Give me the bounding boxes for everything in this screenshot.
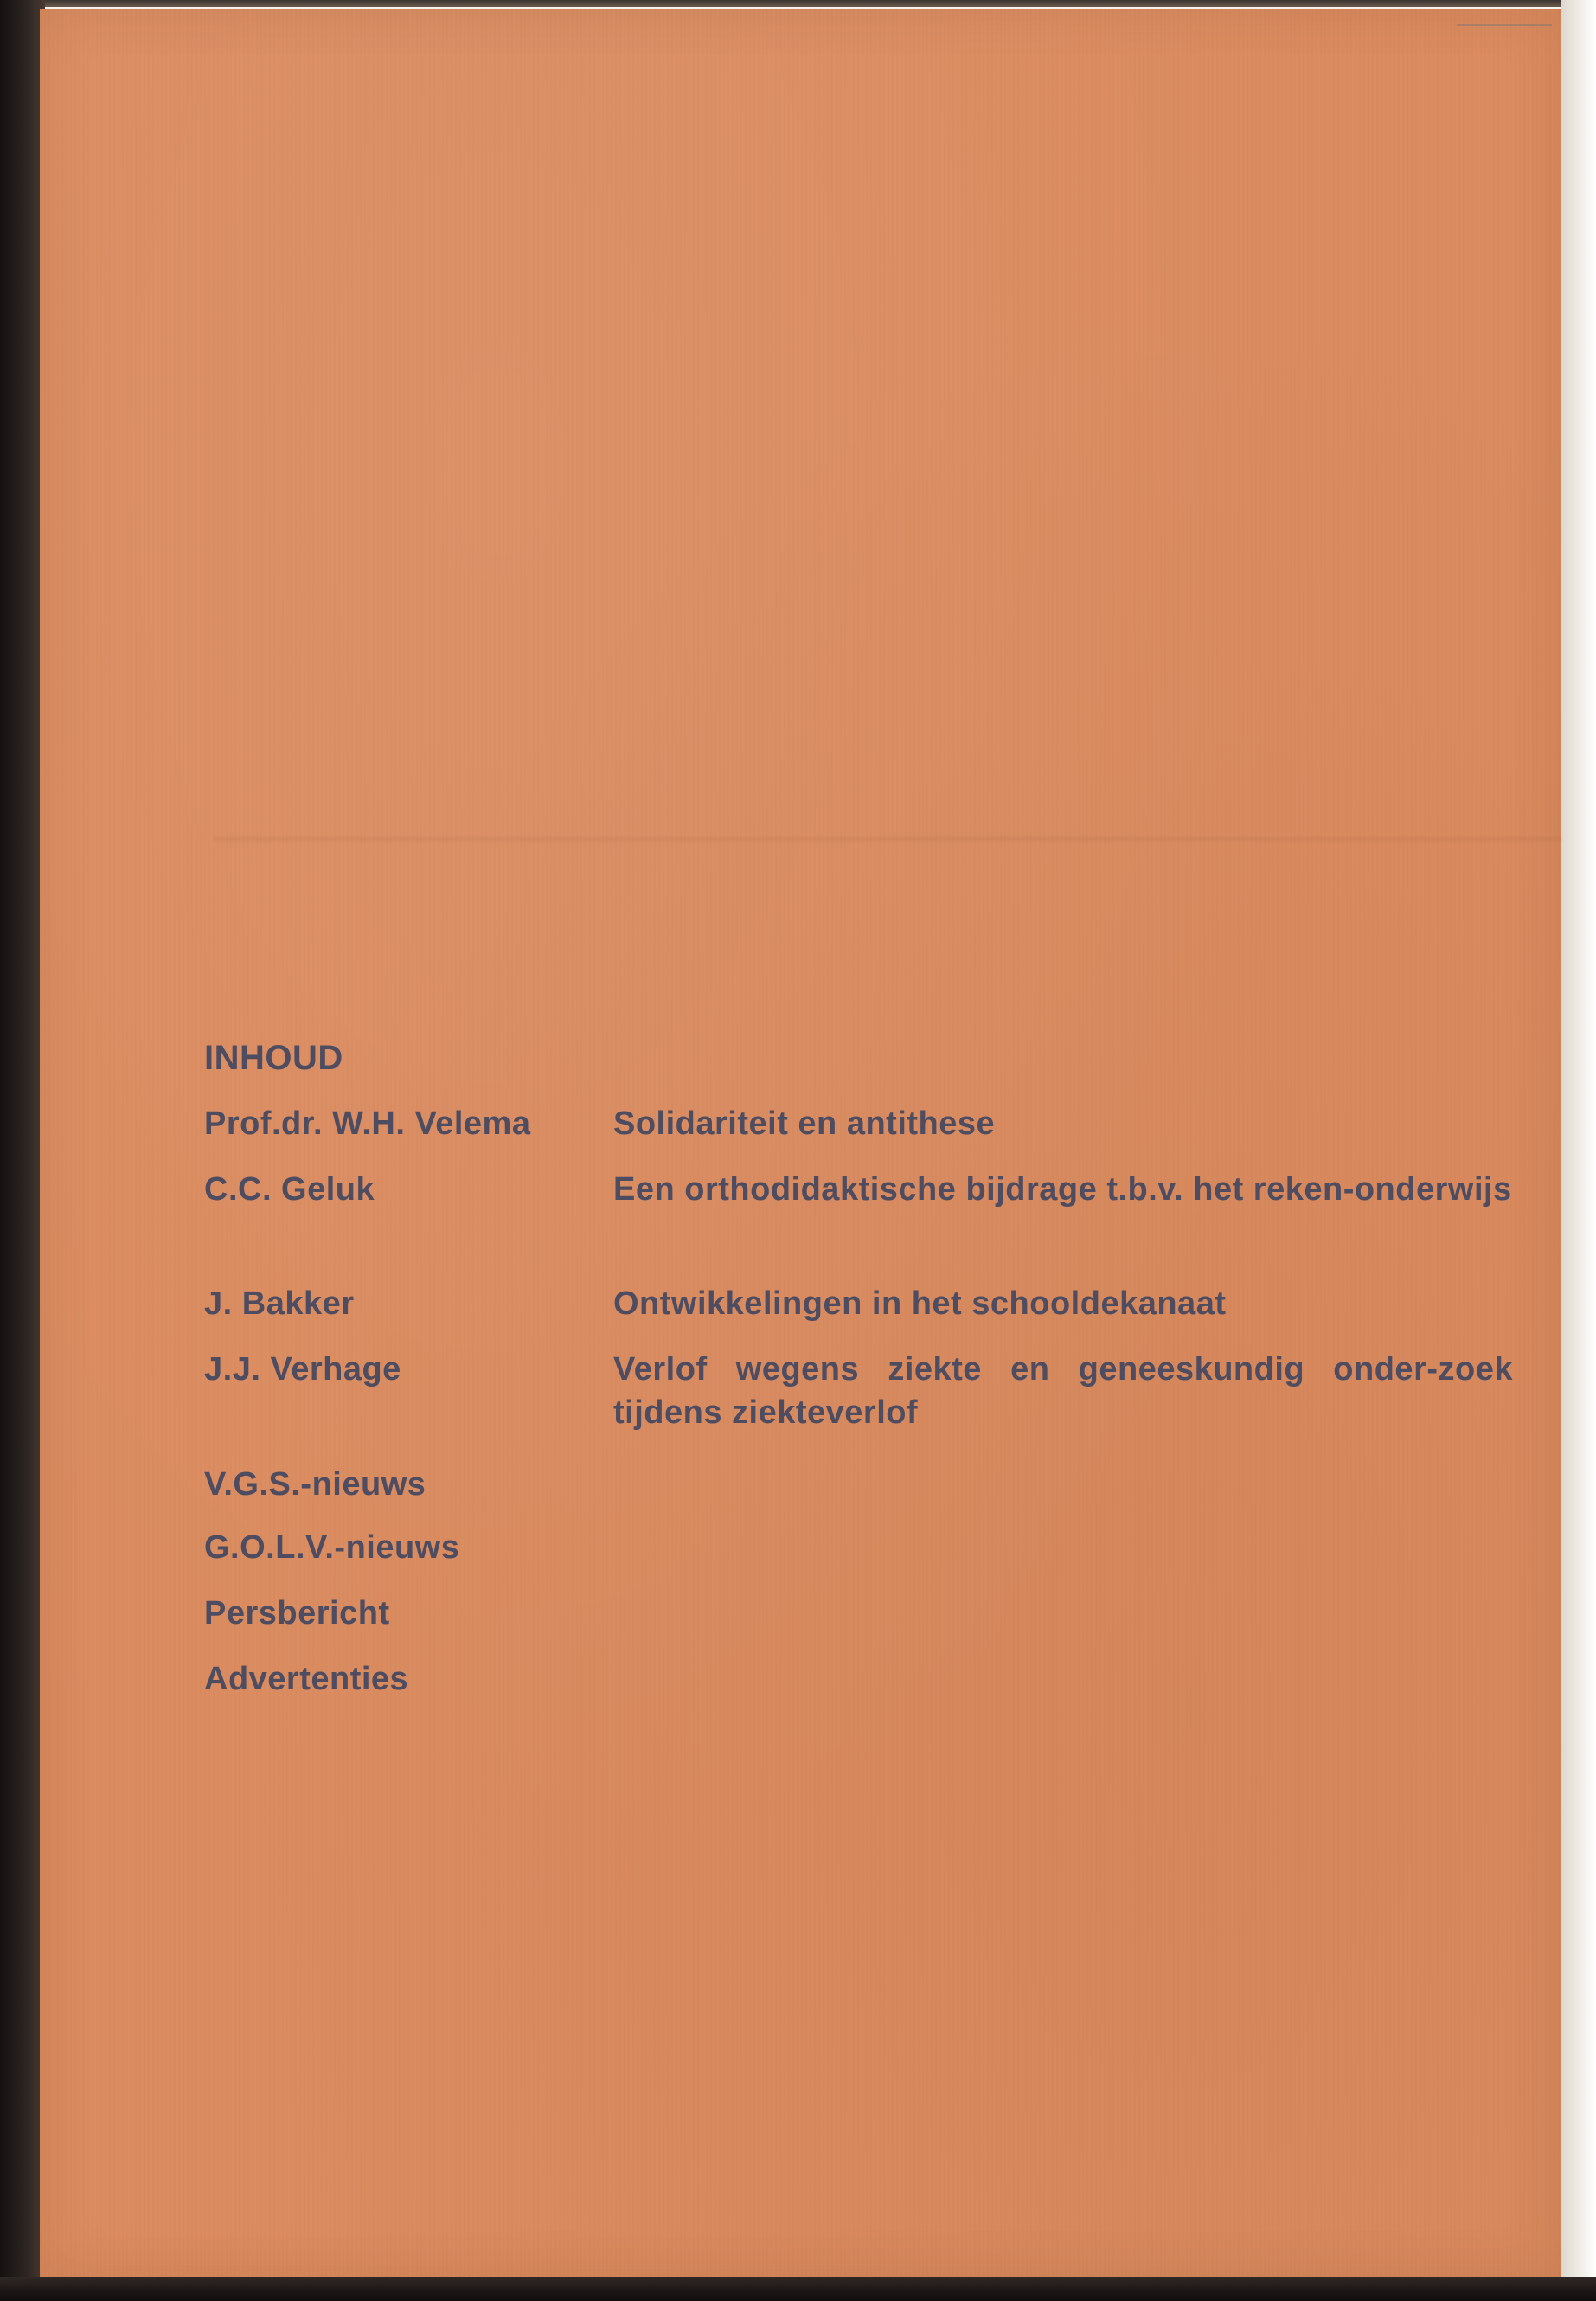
scan-edge-top bbox=[0, 0, 1596, 7]
toc-author: J.J. Verhage bbox=[204, 1351, 401, 1388]
toc-author: C.C. Geluk bbox=[204, 1171, 375, 1208]
toc-title: Een orthodidaktische bijdrage t.b.v. het reken-onderwijs bbox=[613, 1171, 1512, 1208]
back-cover bbox=[40, 9, 1561, 2277]
scan-edge-left bbox=[0, 0, 45, 2301]
toc-section: Persbericht bbox=[204, 1595, 390, 1631]
toc-title: Ontwikkelingen in het schooldekanaat bbox=[613, 1285, 1227, 1322]
toc-section: Advertenties bbox=[204, 1661, 409, 1697]
paper-crease bbox=[213, 835, 1562, 843]
toc-heading: INHOUD bbox=[204, 1039, 343, 1077]
toc-title: Verlof wegens ziekte en geneeskundig onder-zoek tijdens ziekteverlof bbox=[613, 1351, 1513, 1431]
toc-author: Prof.dr. W.H. Velema bbox=[204, 1106, 531, 1142]
toc-title: Solidariteit en antithese bbox=[613, 1106, 996, 1142]
toc-section: V.G.S.-nieuws bbox=[204, 1466, 426, 1503]
toc-section: G.O.L.V.-nieuws bbox=[204, 1529, 460, 1566]
scan-edge-right bbox=[1561, 0, 1596, 2301]
toc-author: J. Bakker bbox=[204, 1285, 355, 1322]
corner-mark bbox=[1457, 24, 1552, 26]
scan-edge-bottom bbox=[0, 2277, 1596, 2301]
